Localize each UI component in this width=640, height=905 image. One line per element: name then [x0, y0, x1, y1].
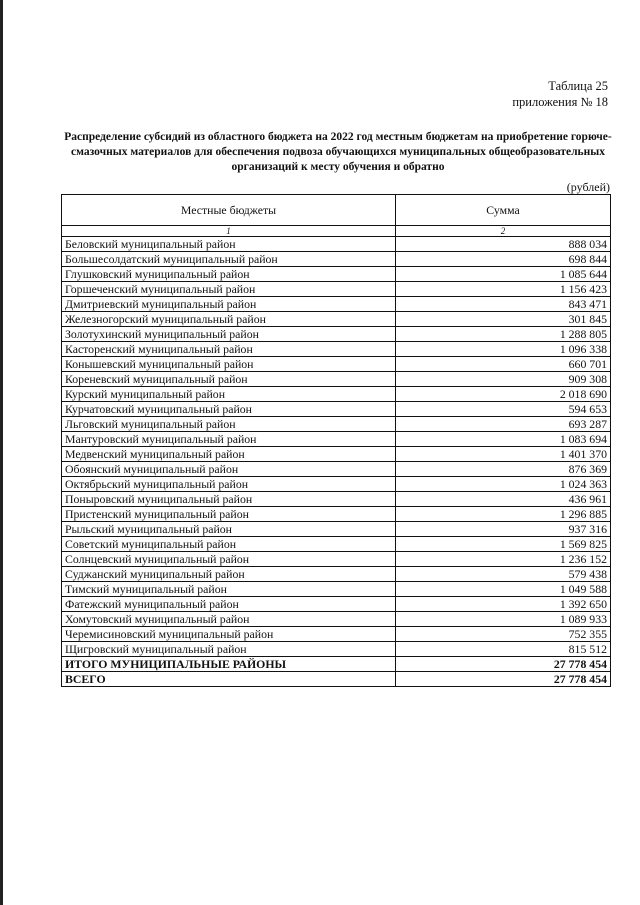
district-amount: 909 308: [396, 372, 611, 387]
table-row: [62, 402, 611, 417]
total-row: [62, 657, 611, 672]
document-title: Распределение субсидий из областного бюджета на 2022 год местным бюджетам на приобретение горюче-смазочных материалов для обеспечения подвоза обучающихся муниципальных общеобразовательных организаций к месту обучения и обратно: [64, 131, 612, 173]
district-amount: 1 024 363: [396, 477, 611, 492]
district-amount: 1 096 338: [396, 342, 611, 357]
district-name: Хомутовский муниципальный район: [62, 612, 396, 627]
district-name: Тимский муниципальный район: [62, 582, 396, 597]
district-name: Щигровский муниципальный район: [62, 642, 396, 657]
table-reference: [512, 78, 608, 110]
table-row: [62, 432, 611, 447]
district-name: Солнцевский муниципальный район: [62, 552, 396, 567]
table-row: [62, 357, 611, 372]
district-name: Касторенский муниципальный район: [62, 342, 396, 357]
table-row: [62, 552, 611, 567]
district-amount: 1 569 825: [396, 537, 611, 552]
district-amount: 1 083 694: [396, 432, 611, 447]
table-row: [62, 237, 611, 252]
district-name: Черемисиновский муниципальный район: [62, 627, 396, 642]
district-amount: 888 034: [396, 237, 611, 252]
district-name: Курский муниципальный район: [62, 387, 396, 402]
district-amount: 843 471: [396, 297, 611, 312]
district-amount: 594 653: [396, 402, 611, 417]
total-amount: 27 778 454: [396, 672, 611, 687]
subsidy-table: [61, 194, 611, 687]
district-name: Октябрьский муниципальный район: [62, 477, 396, 492]
table-row: [62, 567, 611, 582]
district-name: Большесолдатский муниципальный район: [62, 252, 396, 267]
district-name: Дмитриевский муниципальный район: [62, 297, 396, 312]
table-row: [62, 597, 611, 612]
table-row: [62, 477, 611, 492]
district-amount: 2 018 690: [396, 387, 611, 402]
district-amount: 1 049 588: [396, 582, 611, 597]
district-amount: 876 369: [396, 462, 611, 477]
col-number-1: 1: [62, 226, 396, 237]
table-row: [62, 387, 611, 402]
district-amount: 1 288 805: [396, 327, 611, 342]
district-name: Конышевский муниципальный район: [62, 357, 396, 372]
district-name: Железногорский муниципальный район: [62, 312, 396, 327]
total-amount: 27 778 454: [396, 657, 611, 672]
district-name: Глушковский муниципальный район: [62, 267, 396, 282]
district-amount: 301 845: [396, 312, 611, 327]
district-name: Золотухинский муниципальный район: [62, 327, 396, 342]
district-name: Суджанский муниципальный район: [62, 567, 396, 582]
district-name: Пристенский муниципальный район: [62, 507, 396, 522]
district-amount: 752 355: [396, 627, 611, 642]
table-row: [62, 342, 611, 357]
total-row: [62, 672, 611, 687]
district-name: Кореневский муниципальный район: [62, 372, 396, 387]
district-amount: 579 438: [396, 567, 611, 582]
table-header-row: [62, 195, 611, 226]
table-row: [62, 462, 611, 477]
table-body: [62, 237, 611, 687]
table-row: [62, 267, 611, 282]
district-name: Льговский муниципальный район: [62, 417, 396, 432]
column-number-row: [62, 226, 611, 237]
district-amount: 815 512: [396, 642, 611, 657]
district-name: Советский муниципальный район: [62, 537, 396, 552]
district-amount: 1 085 644: [396, 267, 611, 282]
district-name: Беловский муниципальный район: [62, 237, 396, 252]
table-row: [62, 327, 611, 342]
district-name: Обоянский муниципальный район: [62, 462, 396, 477]
district-name: Рыльский муниципальный район: [62, 522, 396, 537]
district-amount: 1 156 423: [396, 282, 611, 297]
col-header-amount: Сумма: [396, 195, 611, 226]
table-row: [62, 372, 611, 387]
district-amount: 1 236 152: [396, 552, 611, 567]
scan-edge-shadow: [0, 0, 3, 905]
appendix-label: приложения № 18: [512, 95, 608, 109]
table-label: Таблица 25: [548, 79, 608, 93]
table-row: [62, 537, 611, 552]
district-amount: 1 401 370: [396, 447, 611, 462]
district-name: Фатежский муниципальный район: [62, 597, 396, 612]
table-row: [62, 627, 611, 642]
col-number-2: 2: [396, 226, 611, 237]
table-row: [62, 417, 611, 432]
table-row: [62, 297, 611, 312]
district-amount: 660 701: [396, 357, 611, 372]
units-label: (рублей): [566, 180, 610, 194]
district-amount: 698 844: [396, 252, 611, 267]
table-row: [62, 612, 611, 627]
table-row: [62, 642, 611, 657]
table-row: [62, 312, 611, 327]
table-row: [62, 582, 611, 597]
district-amount: 1 296 885: [396, 507, 611, 522]
district-amount: 937 316: [396, 522, 611, 537]
table-row: [62, 252, 611, 267]
district-amount: 1 392 650: [396, 597, 611, 612]
col-header-budgets: Местные бюджеты: [62, 195, 396, 226]
district-name: Поныровский муниципальный район: [62, 492, 396, 507]
district-amount: 436 961: [396, 492, 611, 507]
district-amount: 693 287: [396, 417, 611, 432]
district-name: Курчатовский муниципальный район: [62, 402, 396, 417]
district-name: Горшеченский муниципальный район: [62, 282, 396, 297]
table-row: [62, 507, 611, 522]
table-row: [62, 522, 611, 537]
table-row: [62, 492, 611, 507]
table-row: [62, 447, 611, 462]
district-name: Мантуровский муниципальный район: [62, 432, 396, 447]
total-label: ВСЕГО: [62, 672, 396, 687]
district-amount: 1 089 933: [396, 612, 611, 627]
district-name: Медвенский муниципальный район: [62, 447, 396, 462]
table-row: [62, 282, 611, 297]
total-label: ИТОГО МУНИЦИПАЛЬНЫЕ РАЙОНЫ: [62, 657, 396, 672]
